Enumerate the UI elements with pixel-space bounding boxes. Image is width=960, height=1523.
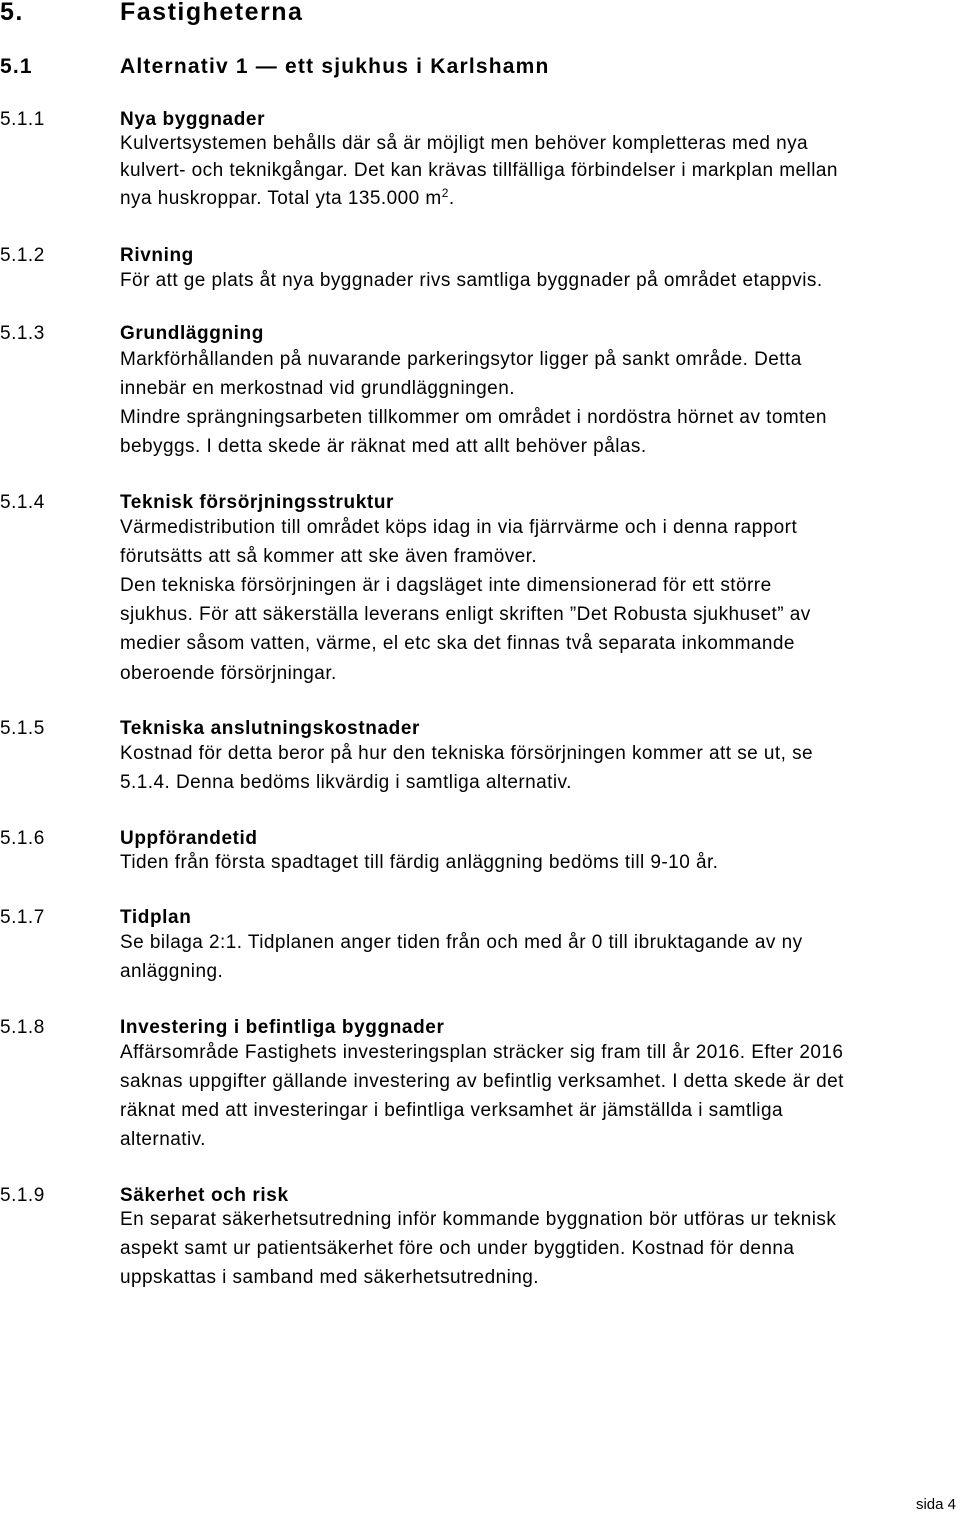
body-line-area <box>120 188 455 210</box>
body-line: oberoende försörjningar. <box>120 663 337 684</box>
subsection-number: 5.1.8 <box>0 1017 45 1038</box>
subsection-number: 5.1.7 <box>0 907 45 928</box>
chapter-number: 5. <box>0 0 24 26</box>
subsection-number: 5.1.9 <box>0 1185 45 1206</box>
subsection-heading: Nya byggnader <box>120 109 266 130</box>
body-line: sjukhus. För att säkerställa leverans enligt skriften ”Det Robusta sjukhuset” av <box>120 604 811 625</box>
subsection-number: 5.1.5 <box>0 718 45 739</box>
body-line: innebär en merkostnad vid grundläggningen. <box>120 378 515 399</box>
subsection-heading: Investering i befintliga byggnader <box>120 1017 445 1038</box>
section-title: Alternativ 1 — ett sjukhus i Karlshamn <box>120 55 550 78</box>
body-line: aspekt samt ur patientsäkerhet före och under byggtiden. Kostnad för denna <box>120 1238 795 1259</box>
body-line: saknas uppgifter gällande investering av befintlig verksamhet. I detta skede är det <box>120 1071 844 1092</box>
body-line: Värmedistribution till området köps idag in via fjärrvärme och i denna rapport <box>120 517 798 538</box>
subsection-number: 5.1.2 <box>0 245 45 266</box>
body-line: Affärsområde Fastighets investeringsplan sträcker sig fram till år 2016. Efter 2016 <box>120 1042 844 1063</box>
body-line: 5.1.4. Denna bedöms likvärdig i samtliga alternativ. <box>120 772 572 793</box>
body-line: alternativ. <box>120 1129 206 1150</box>
body-line: Markförhållanden på nuvarande parkeringsytor ligger på sankt område. Detta <box>120 349 802 370</box>
body-line: Kostnad för detta beror på hur den tekniska försörjningen kommer att se ut, se <box>120 743 814 764</box>
area-text: nya huskroppar. Total yta 135.000 m <box>120 188 442 209</box>
subsection-heading: Tekniska anslutningskostnader <box>120 718 421 739</box>
subsection-number: 5.1.6 <box>0 828 45 849</box>
section-number: 5.1 <box>0 55 33 78</box>
body-line: medier såsom vatten, värme, el etc ska det finnas två separata inkommande <box>120 633 795 654</box>
body-line: Se bilaga 2:1. Tidplanen anger tiden från och med år 0 till ibruktagande av ny <box>120 932 803 953</box>
page-number: sida 4 <box>915 1496 956 1513</box>
subsection-heading: Teknisk försörjningsstruktur <box>120 492 395 513</box>
body-line: anläggning. <box>120 961 224 982</box>
subsection-number: 5.1.1 <box>0 109 45 130</box>
subsection-heading: Rivning <box>120 245 194 266</box>
subsection-number: 5.1.4 <box>0 492 45 513</box>
subsection-heading: Säkerhet och risk <box>120 1185 289 1206</box>
subsection-heading: Tidplan <box>120 907 192 928</box>
body-line: räknat med att investeringar i befintliga verksamhet är jämställda i samtliga <box>120 1100 783 1121</box>
body-line: bebyggs. I detta skede är räknat med att allt behöver pålas. <box>120 436 647 457</box>
body-line: Kulvertsystemen behålls där så är möjligt men behöver kompletteras med nya <box>120 133 809 154</box>
body-line: För att ge plats åt nya byggnader rivs samtliga byggnader på området etappvis. <box>120 270 823 291</box>
body-line: En separat säkerhetsutredning inför kommande byggnation bör utföras ur teknisk <box>120 1209 837 1230</box>
body-line: förutsätts att så kommer att ske även framöver. <box>120 546 538 567</box>
body-line: Mindre sprängningsarbeten tillkommer om området i nordöstra hörnet av tomten <box>120 407 827 428</box>
area-suffix: . <box>448 188 455 209</box>
body-line: kulvert- och teknikgångar. Det kan krävas tillfälliga förbindelser i markplan mellan <box>120 160 838 181</box>
subsection-number: 5.1.3 <box>0 323 45 344</box>
body-line: Den tekniska försörjningen är i dagsläget inte dimensionerad för ett större <box>120 575 772 596</box>
body-line: Tiden från första spadtaget till färdig anläggning bedöms till 9-10 år. <box>120 852 719 873</box>
chapter-title: Fastigheterna <box>120 0 304 26</box>
subsection-heading: Uppförandetid <box>120 828 258 849</box>
area-exponent: 2 <box>441 186 449 200</box>
body-line: uppskattas i samband med säkerhetsutredning. <box>120 1267 540 1288</box>
subsection-heading: Grundläggning <box>120 323 264 344</box>
